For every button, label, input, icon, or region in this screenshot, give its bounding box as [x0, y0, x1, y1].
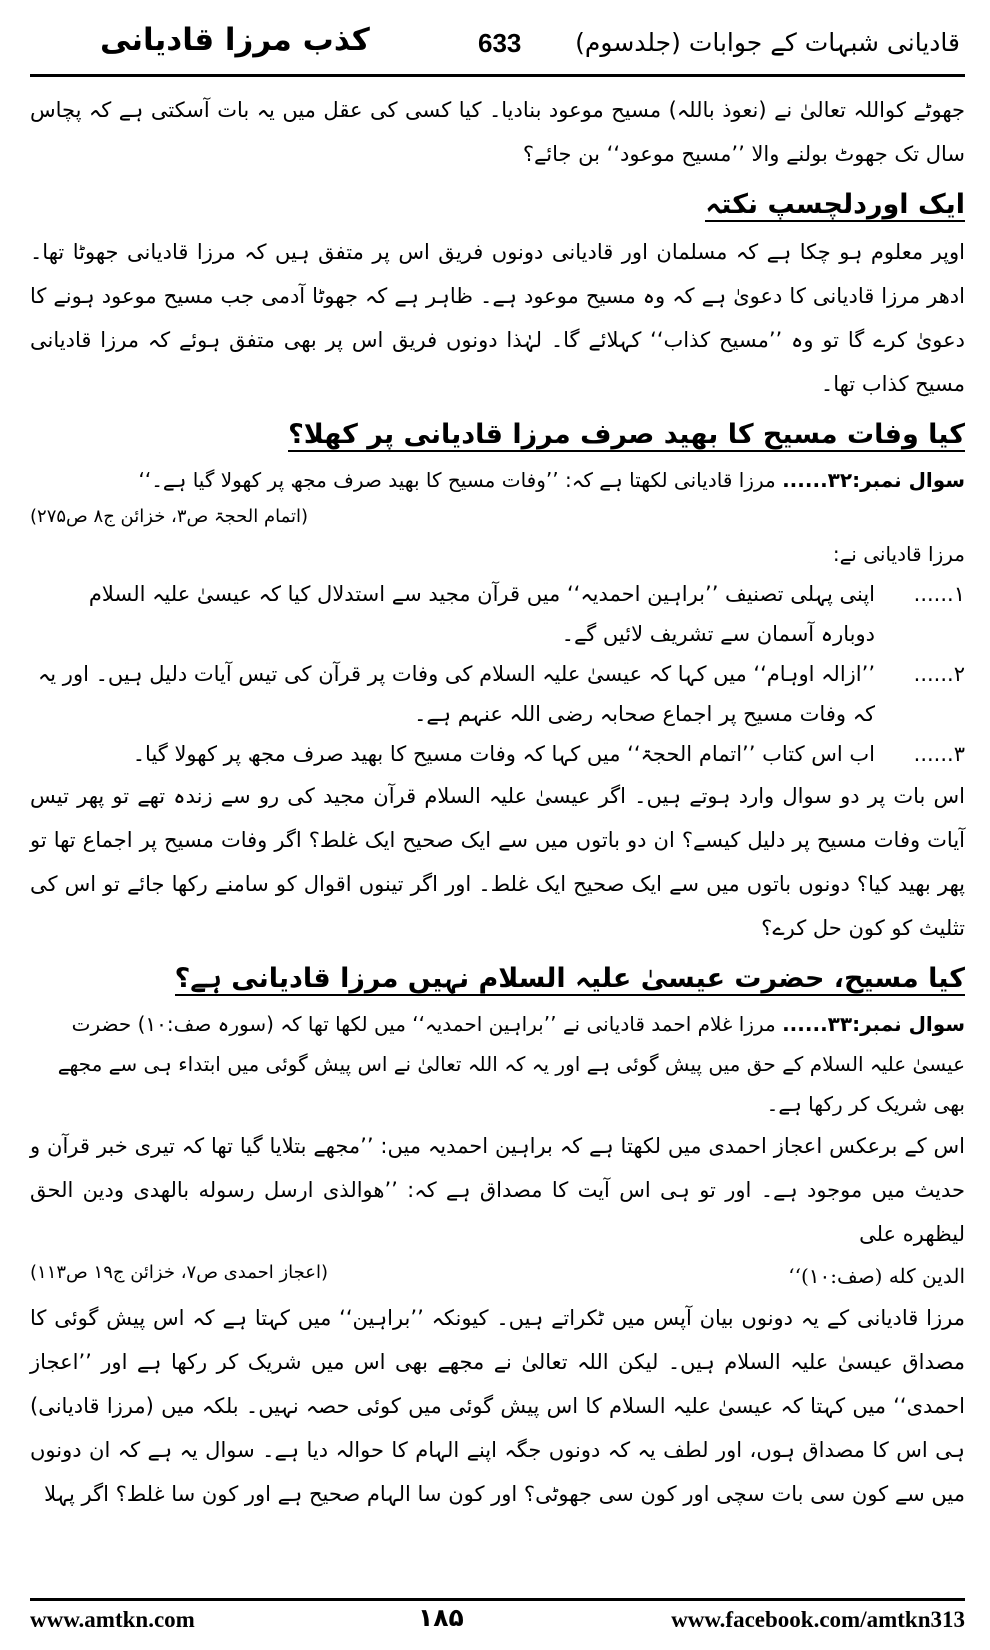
question-33-label: سوال نمبر:۳۳......	[782, 1012, 965, 1036]
list-item-text: اپنی پہلی تصنیف ’’براہین احمدیہ‘‘ میں قرآن مجید سے استدلال کیا کہ عیسیٰ علیہ السلام دوبارہ آسمان سے تشریف لائیں گے۔	[88, 582, 875, 646]
list-item	[30, 734, 965, 774]
question-32	[30, 460, 965, 500]
section1-paragraph: اوپر معلوم ہو چکا ہے کہ مسلمان اور قادیانی دونوں فریق اس پر متفق ہیں کہ مرزا قادیانی جھوٹا تھا۔ ادھر مرزا قادیانی کا دعویٰ ہے کہ وہ مسیح موعود ہے۔ ظاہر ہے کہ جھوٹا آدمی جب مسیح موعود ہونے کا دعویٰ کرے گا تو وہ ’’مسیح کذاب‘‘ کہلائے گا۔ لہٰذا دونوں فریق اس پر بھی متفق ہوئے کہ مرزا قادیانی مسیح کذاب تھا۔	[30, 240, 965, 396]
question-33	[30, 1004, 965, 1124]
section3-paragraph2: مرزا قادیانی کے یہ دونوں بیان آپس میں ٹکراتے ہیں۔ کیونکہ ’’براہین‘‘ میں کہتا ہے کہ اس پیش گوئی کا مصداق عیسیٰ علیہ السلام ہیں۔ لیکن اللہ تعالیٰ نے مجھے بھی اس میں شریک کر رکھا ہے اور ’’اعجاز احمدی‘‘ میں کہتا کہ عیسیٰ علیہ السلام کا اس پیش گوئی میں کوئی حصہ نہیں۔ بلکہ میں (مرزا قادیانی) ہی اس کا مصداق ہوں، اور لطف یہ کہ دونوں جگہ اپنے الہام کا حوالہ دیا ہے۔ سوال یہ ہے کہ ان دونوں میں سے کون سی بات سچی اور کون سی جھوٹی؟ اور کون سا الہام صحیح ہے اور کون سا غلط؟ اگر پہلا	[30, 1306, 965, 1506]
list-lead: مرزا قادیانی نے:	[832, 542, 965, 566]
chapter-title: کذب مرزا قادیانی	[100, 22, 370, 58]
list-item-text: ’’ازالہ اوہام‘‘ میں کہا کہ عیسیٰ علیہ السلام کی وفات پر قرآن کی تیس آیات دلیل ہیں۔ اور یہ کہ وفات مسیح پر اجماع صحابہ رضی اللہ عنہم ہے۔	[37, 662, 875, 726]
section2-heading: کیا وفات مسیح کا بھید صرف مرزا قادیانی پر کھلا؟	[288, 419, 965, 450]
section2-paragraph: اس بات پر دو سوال وارد ہوتے ہیں۔ اگر عیسیٰ علیہ السلام قرآن مجید کی رو سے زندہ تھے تو پھر تیس آیات وفات مسیح پر دلیل کیسے؟ ان دو باتوں میں سے ایک صحیح ایک غلط؟ اگر وفات مسیح پر اجماع تھا تو پھر بھید کیا؟ دونوں باتوں میں سے ایک صحیح ایک غلط۔ اور اگر تینوں اقوال کو سامنے رکھا جائے تو اس کی تثلیث کو کون حل کرے؟	[30, 784, 965, 940]
section-heading	[30, 180, 965, 230]
header-divider	[30, 74, 965, 77]
list-item-number: ۳......	[913, 742, 965, 766]
list-item	[30, 574, 965, 654]
arabic-verse-end: الدین کله (صف:۱۰)‘‘	[788, 1264, 965, 1288]
book-title: قادیانی شبہات کے جوابات (جلدسوم)	[575, 28, 960, 57]
question-32-label: سوال نمبر:۳۲......	[782, 468, 965, 492]
website-link[interactable]: www.amtkn.com	[30, 1607, 195, 1632]
section1-heading: ایک اوردلچسپ نکتہ	[705, 189, 965, 220]
footer-page-number: ۱۸۵	[418, 1603, 464, 1632]
page-body	[30, 88, 965, 1516]
arabic-reference-row	[30, 1256, 965, 1296]
facebook-link[interactable]: www.facebook.com/amtkn313	[671, 1607, 965, 1632]
list-item-number: ۲......	[913, 662, 965, 686]
book-page-number: 633	[478, 28, 522, 58]
section-heading	[30, 954, 965, 1004]
list-item	[30, 654, 965, 734]
section-heading	[30, 410, 965, 460]
page-footer	[30, 1598, 965, 1643]
reference-33: (اعجاز احمدی ص۷، خزائن ج۱۹ ص۱۱۳)	[30, 1262, 329, 1283]
list-item-number: ۱......	[913, 582, 965, 606]
question-33-text: مرزا غلام احمد قادیانی نے ’’براہین احمدیہ‘‘ میں لکھا تھا کہ (سورہ صف:۱۰) حضرت عیسیٰ علیہ السلام کے حق میں پیش گوئی ہے اور یہ کہ اللہ تعالیٰ نے اس پیش گوئی میں ابتداء ہی سے مجھے بھی شریک کر رکھا ہے۔	[57, 1012, 965, 1116]
question-32-text: مرزا قادیانی لکھتا ہے کہ: ’’وفات مسیح کا بھید صرف مجھ پر کھولا گیا ہے۔‘‘	[138, 468, 776, 492]
list-item-text: اب اس کتاب ’’اتمام الحجۃ‘‘ میں کہا کہ وفات مسیح کا بھید صرف مجھ پر کھولا گیا۔	[132, 742, 875, 766]
reference-32: (اتمام الحجۃ ص۳، خزائن ج۸ ص۲۷۵)	[30, 506, 309, 527]
section3-heading: کیا مسیح، حضرت عیسیٰ علیہ السلام نہیں مرزا قادیانی ہے؟	[174, 963, 965, 994]
page-header	[30, 20, 965, 72]
intro-paragraph: جھوٹے کواللہ تعالیٰ نے (نعوذ باللہ) مسیح موعود بنادیا۔ کیا کسی کی عقل میں یہ بات آسکتی ہے کہ پچاس سال تک جھوٹ بولنے والا ’’مسیح موعود‘‘ بن جائے؟	[30, 98, 965, 166]
section3-paragraph1: اس کے برعکس اعجاز احمدی میں لکھتا ہے کہ براہین احمدیہ میں: ’’مجھے بتلایا گیا تھا کہ تیری خبر قرآن و حدیث میں موجود ہے۔ اور تو ہی اس آیت کا مصداق ہے کہ: ’’هوالذی ارسل رسوله بالهدی ودین الحق لیظهره علی	[30, 1134, 965, 1246]
